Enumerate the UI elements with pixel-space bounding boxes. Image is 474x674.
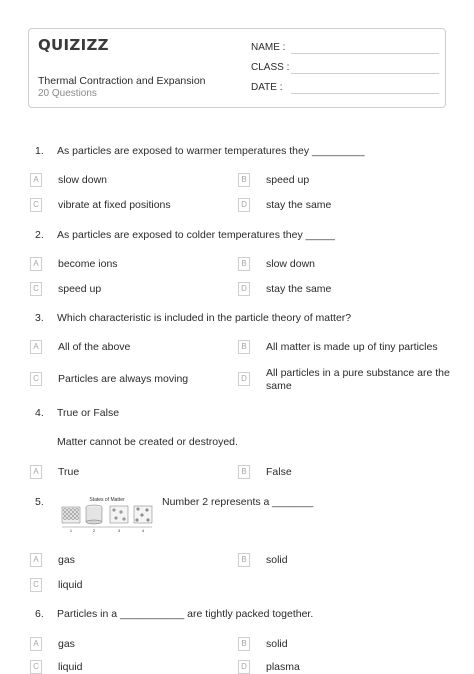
liquid-particles bbox=[86, 505, 102, 524]
class-field[interactable] bbox=[251, 62, 289, 73]
diagram-title: States of Matter bbox=[89, 497, 125, 503]
option-letter-box: B bbox=[238, 173, 250, 187]
question-number: 4. bbox=[35, 407, 44, 419]
question-text: Particles in a ___________ are tightly packed together. bbox=[57, 608, 314, 620]
question-text: True or False bbox=[57, 407, 120, 419]
option-letter-box: A bbox=[30, 465, 42, 479]
option-letter-box: B bbox=[238, 257, 250, 271]
option-letter-box: B bbox=[238, 465, 250, 479]
solid-particles bbox=[62, 507, 80, 523]
option-label: liquid bbox=[58, 661, 83, 673]
diagram-number-2: 2 bbox=[92, 528, 96, 533]
option-label: slow down bbox=[266, 258, 316, 270]
date-line bbox=[291, 93, 439, 94]
option-label: solid bbox=[266, 554, 288, 566]
date-field[interactable] bbox=[251, 82, 282, 93]
option-letter-box: D bbox=[238, 660, 250, 674]
option-letter-box: C bbox=[30, 660, 42, 674]
question-number: 1. bbox=[35, 145, 44, 157]
option-label: All particles in a pure substance are the same bbox=[266, 367, 450, 392]
question-text: Which characteristic is included in the particle theory of matter? bbox=[57, 312, 352, 324]
option-label: become ions bbox=[58, 258, 118, 270]
class-label: CLASS : bbox=[251, 62, 290, 73]
option-letter-box: B bbox=[238, 553, 250, 567]
diagram-number-4: 4 bbox=[141, 528, 145, 533]
question-number: 6. bbox=[35, 608, 44, 620]
option-label: speed up bbox=[58, 283, 102, 295]
option-letter-box: D bbox=[238, 282, 250, 296]
option-label: gas bbox=[58, 638, 75, 650]
option-label: solid bbox=[266, 638, 288, 650]
date-label: DATE : bbox=[251, 82, 283, 93]
diagram-number-3: 3 bbox=[117, 528, 121, 533]
option-letter-box: C bbox=[30, 372, 42, 386]
name-line bbox=[291, 53, 439, 54]
question-number: 2. bbox=[35, 229, 44, 241]
name-label: NAME : bbox=[251, 42, 286, 53]
option-letter-box: C bbox=[30, 282, 42, 296]
option-label: gas bbox=[58, 554, 75, 566]
option-label: vibrate at fixed positions bbox=[58, 199, 171, 211]
question-number: 3. bbox=[35, 312, 44, 324]
option-letter-box: A bbox=[30, 173, 42, 187]
class-line bbox=[291, 73, 439, 74]
option-letter-box: B bbox=[238, 340, 250, 354]
option-letter-box: A bbox=[30, 340, 42, 354]
states-of-matter-image bbox=[58, 495, 156, 539]
name-field[interactable] bbox=[251, 42, 285, 53]
quizizz-logo: QUIZIZZ bbox=[38, 36, 109, 54]
option-label: plasma bbox=[266, 661, 300, 673]
worksheet-title: Thermal Contraction and Expansion bbox=[38, 75, 206, 87]
worksheet-header bbox=[28, 28, 446, 108]
option-label: stay the same bbox=[266, 199, 332, 211]
question-text: As particles are exposed to warmer temperatures they _________ bbox=[57, 145, 365, 157]
gas-particles-box bbox=[110, 506, 128, 523]
option-label: True bbox=[58, 466, 80, 478]
option-label: All matter is made up of tiny particles bbox=[266, 341, 438, 353]
spread-particles-box bbox=[134, 506, 152, 523]
option-label: stay the same bbox=[266, 283, 332, 295]
option-letter-box: A bbox=[30, 257, 42, 271]
question-number: 5. bbox=[35, 496, 44, 508]
option-label: slow down bbox=[58, 174, 108, 186]
option-label: Particles are always moving bbox=[58, 373, 189, 385]
option-letter-box: D bbox=[238, 198, 250, 212]
diagram-number-1: 1 bbox=[69, 528, 73, 533]
option-letter-box: C bbox=[30, 198, 42, 212]
question-text: Number 2 represents a _______ bbox=[162, 496, 314, 508]
option-letter-box: C bbox=[30, 578, 42, 592]
option-label: liquid bbox=[58, 579, 83, 591]
option-label: All of the above bbox=[58, 341, 131, 353]
option-letter-box: A bbox=[30, 637, 42, 651]
option-label: speed up bbox=[266, 174, 310, 186]
option-letter-box: A bbox=[30, 553, 42, 567]
option-letter-box: D bbox=[238, 372, 250, 386]
option-letter-box: B bbox=[238, 637, 250, 651]
question-count: 20 Questions bbox=[38, 88, 97, 99]
option-label: False bbox=[266, 466, 292, 478]
question-note: Matter cannot be created or destroyed. bbox=[57, 436, 238, 448]
question-text: As particles are exposed to colder temperatures they _____ bbox=[57, 229, 335, 241]
